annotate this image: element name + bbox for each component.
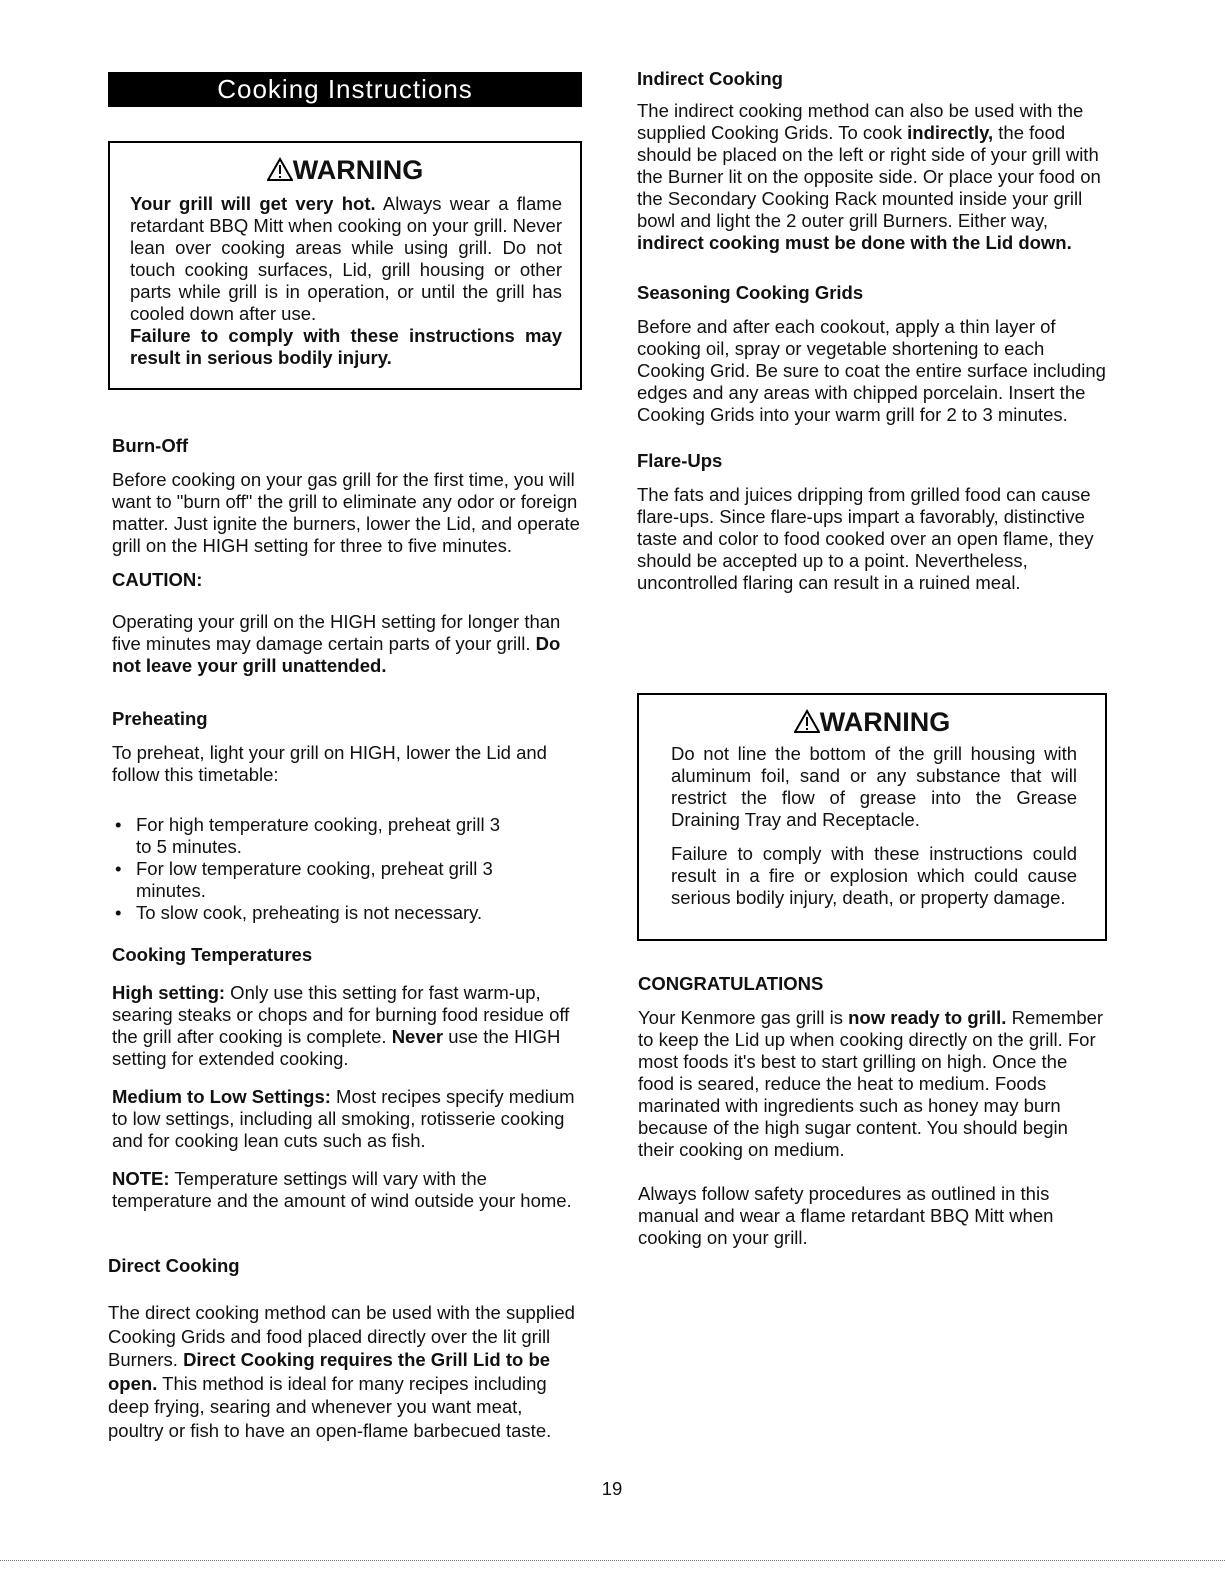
congrats-safety-text: Always follow safety procedures as outlined in this manual and wear a flame retardant BBQ Mitt when cooking on your grill. bbox=[638, 1183, 1054, 1248]
note-text: NOTE: Temperature settings will vary with the temperature and the amount of wind outside your home. bbox=[112, 1168, 572, 1211]
seasoning-text: Before and after each cookout, apply a thin layer of cooking oil, spray or vegetable shortening to each Cooking Grid. Be sure to coat the entire surface including edges and any areas with chipped porcelain. Insert the Cooking Grids into your warm grill for 2 to 3 minutes. bbox=[637, 316, 1106, 425]
section-heading-congratulations: CONGRATULATIONS bbox=[638, 973, 824, 994]
indirect-text: The indirect cooking method can also be used with the supplied Cooking Grids. To cook indirectly, the food should be placed on the left or right side of your grill with the Burner lit on the opposite side. Or place your food on the Secondary Cooking Rack mounted inside your grill bowl and light the 2 outer grill Burners. Either way, indirect cooking must be done with the Lid down. bbox=[637, 100, 1101, 253]
high-setting-text: High setting: Only use this setting for fast warm-up, searing steaks or chops and for burning food residue off the grill after cooking is complete. Never use the HIGH setting for extended cooking. bbox=[112, 982, 570, 1069]
warning-bold-end: Failure to comply with these instructions may result in serious bodily injury. bbox=[130, 325, 562, 368]
preheating-list bbox=[112, 814, 512, 924]
warning-body: Your grill will get very hot. Always wear a flame retardant BBQ Mitt when cooking on your grill. Never lean over cooking areas while using grill. Do not touch cooking surfaces, Lid, grill housing or other parts while grill is in operation, or until the grill has cooled down after use. Failure to comply with these instructions may result in serious bodily injury. bbox=[130, 193, 563, 368]
list-item: • For low temperature cooking, preheat grill 3 minutes. bbox=[112, 858, 512, 902]
warning-triangle-icon bbox=[267, 155, 293, 185]
section-heading-burnoff: Burn-Off bbox=[112, 435, 189, 456]
warning-triangle-icon bbox=[794, 707, 820, 737]
burnoff-text: Before cooking on your gas grill for the first time, you will want to "burn off" the grill to eliminate any odor or foreign matter. Just ignite the burners, lower the Lid, and operate grill on the HIGH setting for three to five minutes. bbox=[112, 469, 580, 556]
list-item: • For high temperature cooking, preheat grill 3 to 5 minutes. bbox=[112, 814, 512, 858]
warning-body: Do not line the bottom of the grill housing with aluminum foil, sand or any substance that will restrict the flow of grease into the Grease Draining Tray and Receptacle. Failure to comply with these instructions could result in a fire or explosion which could cause serious bodily injury, death, or property damage. bbox=[671, 743, 1077, 908]
section-heading-temperatures: Cooking Temperatures bbox=[112, 944, 313, 965]
page-number: 19 bbox=[601, 1478, 623, 1499]
warning-box-grill-hot bbox=[108, 141, 582, 390]
caution-text: Operating your grill on the HIGH setting for longer than five minutes may damage certain parts of your grill. Do not leave your grill unattended. bbox=[112, 611, 561, 676]
section-heading-seasoning: Seasoning Cooking Grids bbox=[637, 282, 864, 303]
section-heading-preheating: Preheating bbox=[112, 708, 208, 729]
section-heading-indirect: Indirect Cooking bbox=[637, 68, 783, 89]
medium-setting-text: Medium to Low Settings: Most recipes specify medium to low settings, including all smoking, rotisserie cooking and for cooking lean cuts such as fish. bbox=[112, 1086, 575, 1151]
page-title: Cooking Instructions bbox=[108, 72, 582, 107]
warning-heading: WARNING bbox=[110, 155, 580, 185]
warning-box-foil bbox=[637, 693, 1107, 941]
caution-label: CAUTION: bbox=[112, 569, 203, 590]
flareups-text: The fats and juices dripping from grilled food can cause flare-ups. Since flare-ups impart a favorably, distinctive taste and color to food cooked over an open flame, they should be accepted up to a point. Nevertheless, uncontrolled flaring can result in a ruined meal. bbox=[637, 484, 1094, 593]
section-heading-flareups: Flare-Ups bbox=[637, 450, 723, 471]
page-bottom-divider bbox=[0, 1560, 1225, 1561]
list-item: • To slow cook, preheating is not necessary. bbox=[112, 902, 512, 924]
congrats-text: Your Kenmore gas grill is now ready to grill. Remember to keep the Lid up when cooking directly on the grill. For most foods it's best to start grilling on high. Once the food is seared, reduce the heat to medium. Foods marinated with ingredients such as honey may burn because of the high sugar content. You should begin their cooking on medium. bbox=[638, 1007, 1104, 1160]
direct-text: The direct cooking method can be used with the supplied Cooking Grids and food placed directly over the lit grill Burners. Direct Cooking requires the Grill Lid to be open. This method is ideal for many recipes including deep frying, searing and whenever you want meat, poultry or fish to have an open-flame barbecued taste. bbox=[108, 1302, 575, 1441]
preheating-text: To preheat, light your grill on HIGH, lower the Lid and follow this timetable: bbox=[112, 742, 547, 785]
section-heading-direct: Direct Cooking bbox=[108, 1255, 240, 1276]
warning-heading: WARNING bbox=[639, 707, 1105, 737]
